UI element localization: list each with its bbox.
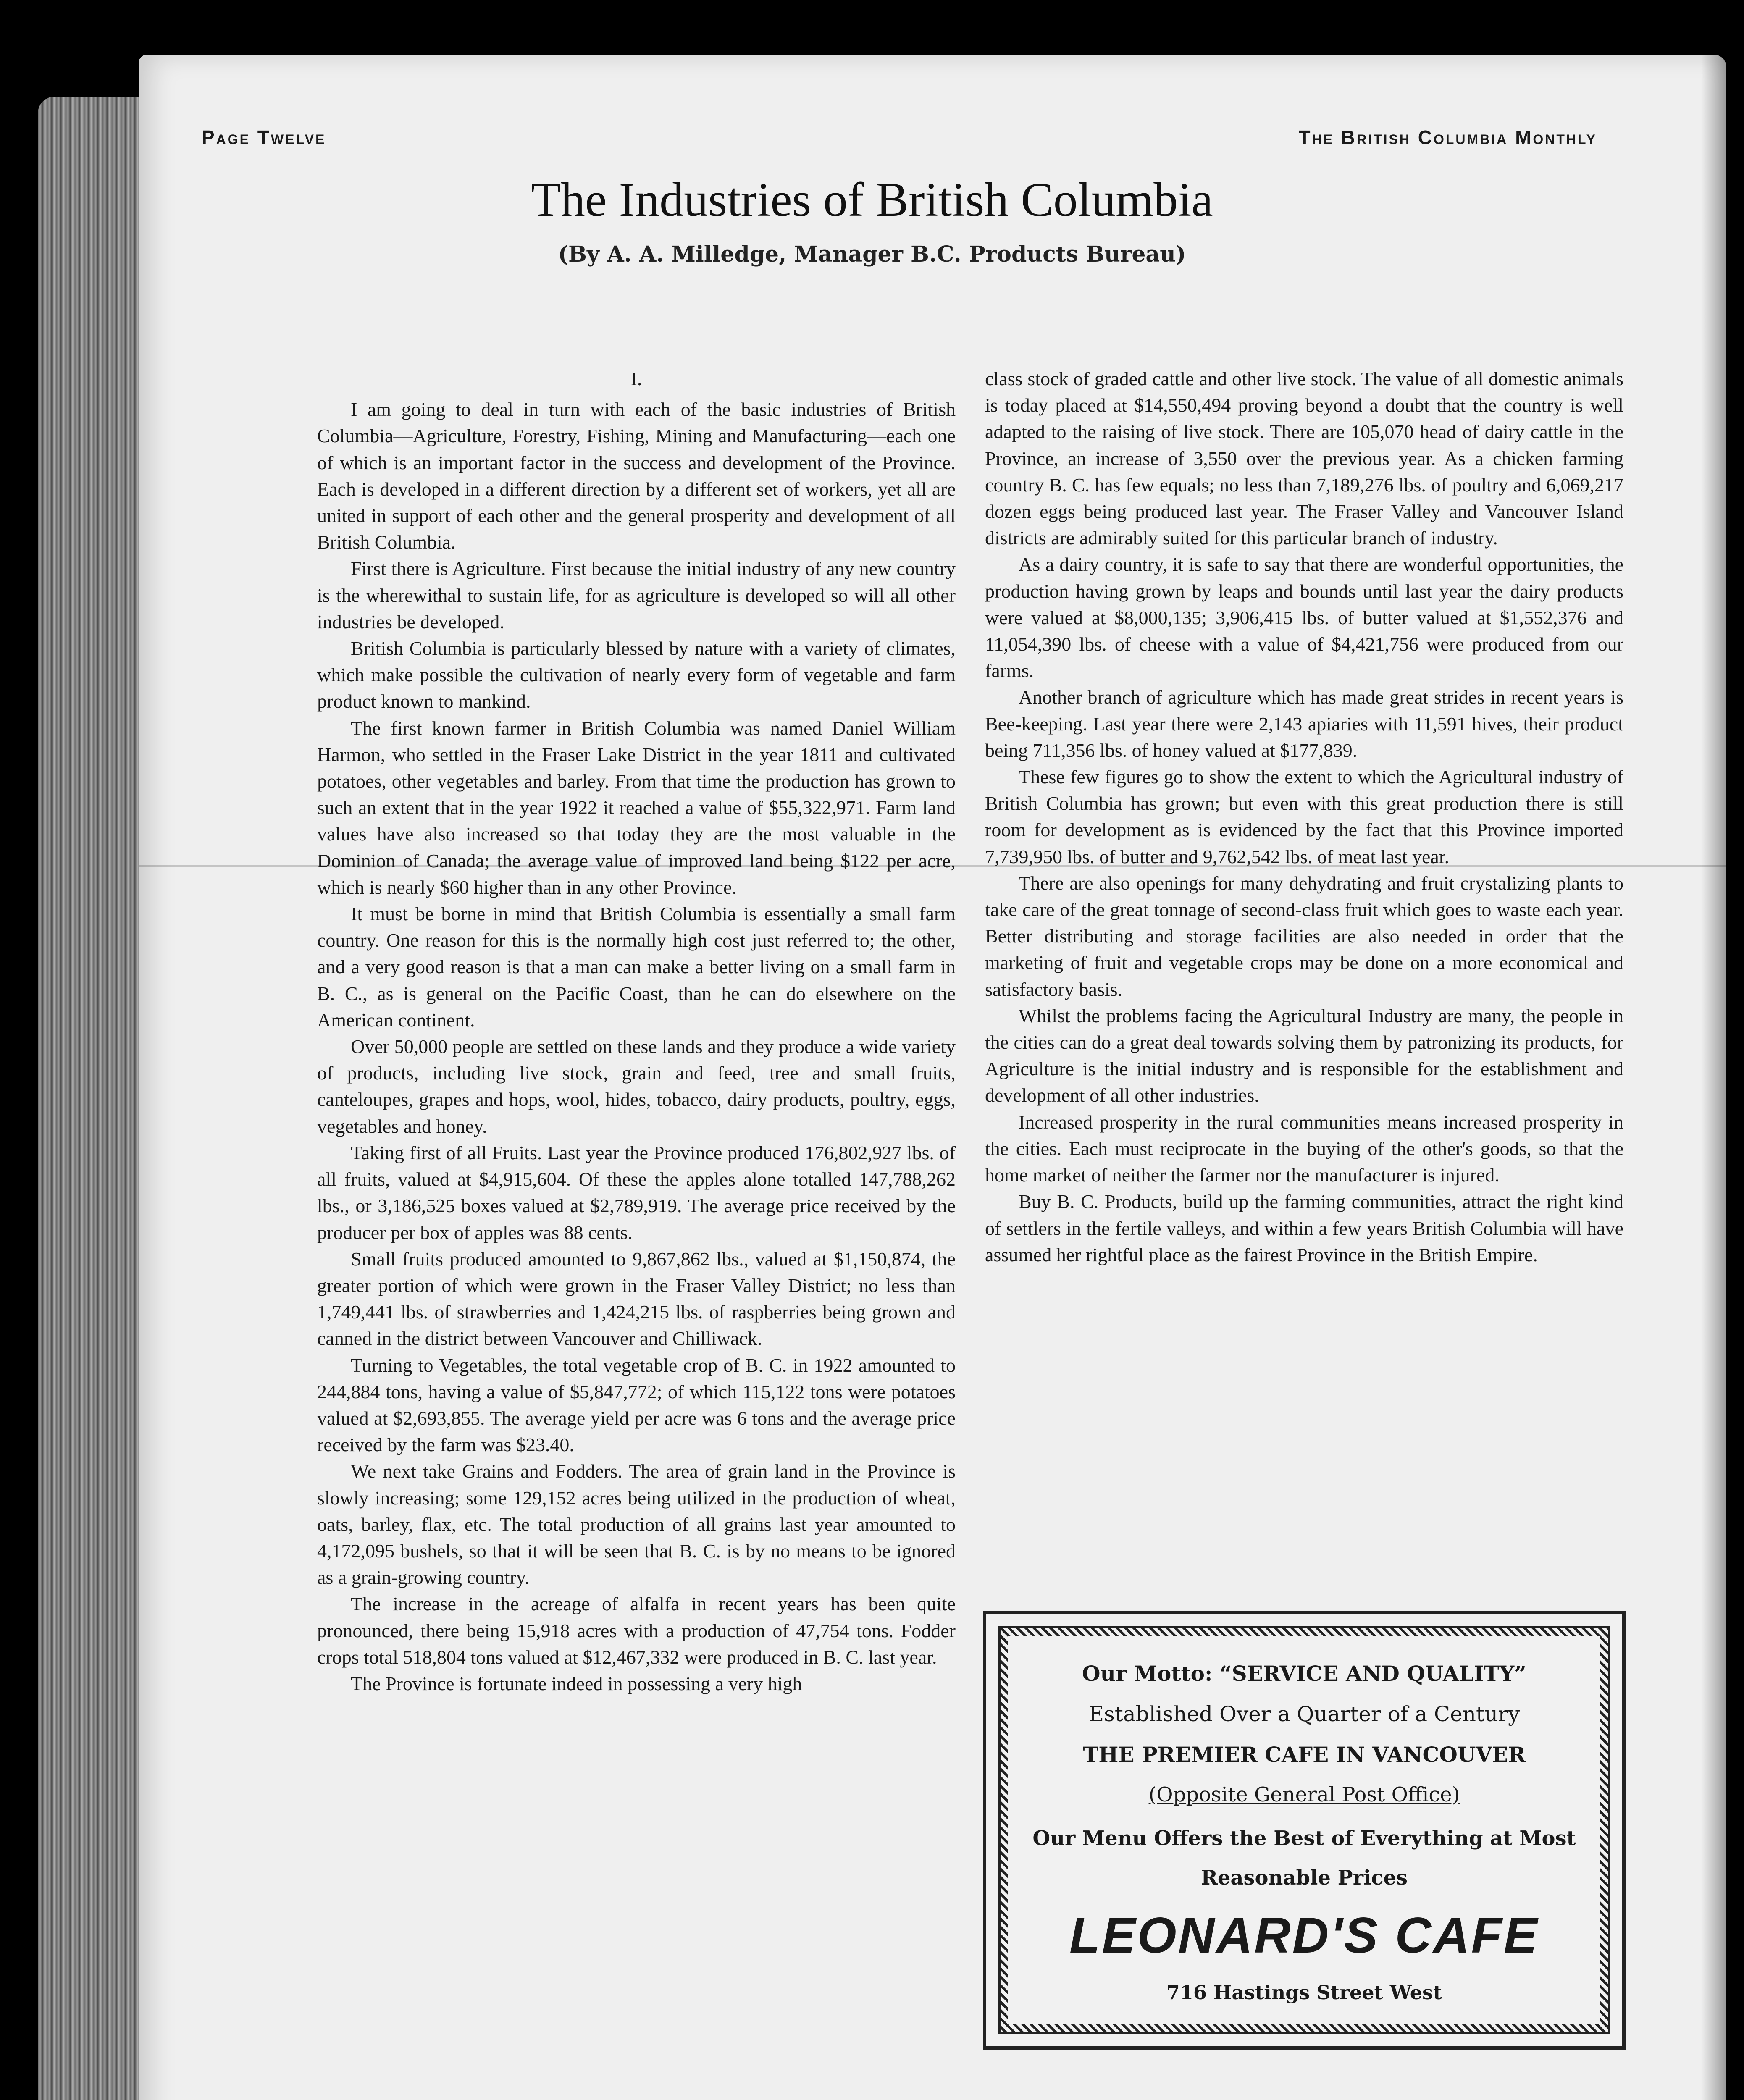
paragraph: Turning to Vegetables, the total vegetable crop of B. C. in 1922 amounted to 244,884 tons, having a value of $5,847,772; of which 115,122 tons were potatoes valued at $2,693,855. The average yield per acre was 6 tons and the average price received by the farm was $23.40. bbox=[317, 1354, 956, 1456]
paragraph: Taking first of all Fruits. Last year the Province produced 176,802,927 lbs. of all fruits, valued at $4,915,604. Of these the apples alone totalled 147,788,262 lbs., or 3,186,525 boxes valued at $2,789,919. The average price received by the producer per box of apples was 88 cents. bbox=[317, 1142, 956, 1243]
paragraph: The increase in the acreage of alfalfa in recent years has been quite pronounced, there being 15,918 acres with a production of 47,754 tons. Fodder crops total 518,804 tons valued at $12,467,332 were produced in B. C. last year. bbox=[317, 1593, 956, 1668]
ad-premier: THE PREMIER CAFE IN VANCOUVER bbox=[1083, 1742, 1526, 1767]
cafe-advertisement bbox=[983, 1611, 1626, 2050]
ad-location-note: (Opposite General Post Office) bbox=[1148, 1783, 1460, 1806]
paragraph: It must be borne in mind that British Columbia is essentially a small farm country. One reason for this is the normally high cost just referred to; the other, and a very good reason is that a man can make a better living on a small farm in B. C., as is general on the Pacific Coast, than he can do elsewhere on the American continent. bbox=[317, 903, 956, 1031]
running-head-page: Page Twelve bbox=[202, 126, 326, 148]
paragraph: We next take Grains and Fodders. The area of grain land in the Province is slowly increasing; some 129,152 acres being utilized in the production of wheat, oats, barley, flax, etc. The total production of all grains last year amounted to 4,172,095 bushels, so that it will be seen that B. C. is by no means to be ignored as a grain-growing country. bbox=[317, 1460, 956, 1588]
paragraph: Increased prosperity in the rural communities means increased prosperity in the cities. Each must reciprocate in the buying of the other's goods, so that the home market of neither the farmer nor the manufacturer is injured. bbox=[985, 1111, 1623, 1186]
paragraph: Buy B. C. Products, build up the farming communities, attract the right kind of settlers in the fertile valleys, and within a few years British Columbia will have assumed her rightful place as the fairest Province in the British Empire. bbox=[985, 1191, 1623, 1265]
paragraph: British Columbia is particularly blessed by nature with a variety of climates, which make possible the cultivation of nearly every form of vegetable and farm product known to mankind. bbox=[317, 638, 956, 712]
ad-established: Established Over a Quarter of a Century bbox=[1088, 1702, 1520, 1726]
paragraph: The Province is fortunate indeed in possessing a very high bbox=[351, 1672, 802, 1694]
ad-menu: Our Menu Offers the Best of Everything at Most bbox=[1032, 1827, 1576, 1850]
ad-motto: Our Motto: “SERVICE AND QUALITY” bbox=[1082, 1661, 1526, 1686]
paragraph: I am going to deal in turn with each of the basic industries of British Columbia—Agriculture, Forestry, Fishing, Mining and Manufacturing—each one of which is an important factor in the success and development of the Province. Each is developed in a different direction by a different set of workers, yet all are united in support of each other and the general prosperity and development of all British Columbia. bbox=[317, 399, 956, 553]
section-number: I. bbox=[630, 368, 642, 389]
paragraph: Another branch of agriculture which has made great strides in recent years is Bee-keeping. Last year there were 2,143 apiaries with 11,591 hives, their product being 711,356 lbs. of honey valued at $177,839. bbox=[985, 686, 1623, 761]
paragraph: First there is Agriculture. First because the initial industry of any new country is the wherewithal to sustain life, for as agriculture is developed so will all other industries be developed. bbox=[317, 558, 956, 633]
ad-prices: Reasonable Prices bbox=[1200, 1866, 1408, 1890]
paragraph: class stock of graded cattle and other live stock. The value of all domestic animals is today placed at $14,550,494 proving beyond a doubt that the country is well adapted to the raising of live stock. There are 105,070 head of dairy cattle in the Province, an increase of 3,550 over the previous year. As a chicken farming country B. C. has few equals; no less than 7,189,276 lbs. of poultry and 6,069,217 dozen eggs being produced last year. The Fraser Valley and Vancouver Island districts are admirably suited for this particular branch of industry. bbox=[985, 368, 1623, 549]
paragraph: Small fruits produced amounted to 9,867,862 lbs., valued at $1,150,874, the greater portion of which were grown in the Fraser Valley District; no less than 1,749,441 lbs. of strawberries and 1,424,215 lbs. of raspberries being grown and canned in the district between Vancouver and Chilliwack. bbox=[317, 1248, 956, 1349]
paragraph: As a dairy country, it is safe to say that there are wonderful opportunities, the production having grown by leaps and bounds until last year the dairy products were valued at $8,000,135; 3,906,415 lbs. of butter valued at $1,552,376 and 11,054,390 lbs. of cheese with a value of $4,421,756 were produced from our farms. bbox=[985, 554, 1623, 682]
paragraph: There are also openings for many dehydrating and fruit crystalizing plants to take care of the great tonnage of second-class fruit which goes to waste each year. Better distributing and storage facilities are also needed in order that the marketing of fruit and vegetable crops may be done on a more economical and satisfactory basis. bbox=[985, 872, 1623, 1000]
ad-cafe-name: LEONARD'S CAFE bbox=[1069, 1907, 1539, 1964]
advertisement-border bbox=[998, 1626, 1610, 2034]
paragraph: The first known farmer in British Columbia was named Daniel William Harmon, who settled in the Fraser Lake District in the year 1811 and cultivated potatoes, other vegetables and barley. From that time the production has grown to such an extent that in the year 1922 it reached a value of $55,322,971. Farm land values have also increased so that today they are the most valuable in the Dominion of Canada; the average value of improved land being $122 per acre, which is nearly $60 higher than in any other Province. bbox=[317, 717, 956, 898]
article-title: The Industries of British Columbia bbox=[531, 173, 1213, 227]
article-byline: (By A. A. Milledge, Manager B.C. Products Bureau) bbox=[558, 242, 1186, 267]
paragraph: Whilst the problems facing the Agricultural Industry are many, the people in the cities can do a great deal towards solving them by patronizing its products, for Agriculture is the initial industry and is responsible for the establishment and development of all other industries. bbox=[985, 1005, 1623, 1106]
running-head-magazine: The British Columbia Monthly bbox=[1298, 126, 1597, 148]
paragraph: These few figures go to show the extent to which the Agricultural industry of British Columbia has grown; but even with this great production there is still room for development as is evidenced by the fact that this Province imported 7,739,950 lbs. of butter and 9,762,542 lbs. of meat last year. bbox=[985, 766, 1623, 867]
left-column bbox=[317, 365, 956, 1697]
paragraph: Over 50,000 people are settled on these lands and they produce a wide variety of products, including live stock, grain and feed, tree and small fruits, canteloupes, grapes and hops, wool, hides, tobacco, dairy products, poultry, eggs, vegetables and honey. bbox=[317, 1036, 956, 1137]
right-column bbox=[985, 365, 1623, 1268]
page-shadow bbox=[1701, 55, 1726, 2100]
ad-address: 716 Hastings Street West bbox=[1166, 1981, 1442, 2004]
